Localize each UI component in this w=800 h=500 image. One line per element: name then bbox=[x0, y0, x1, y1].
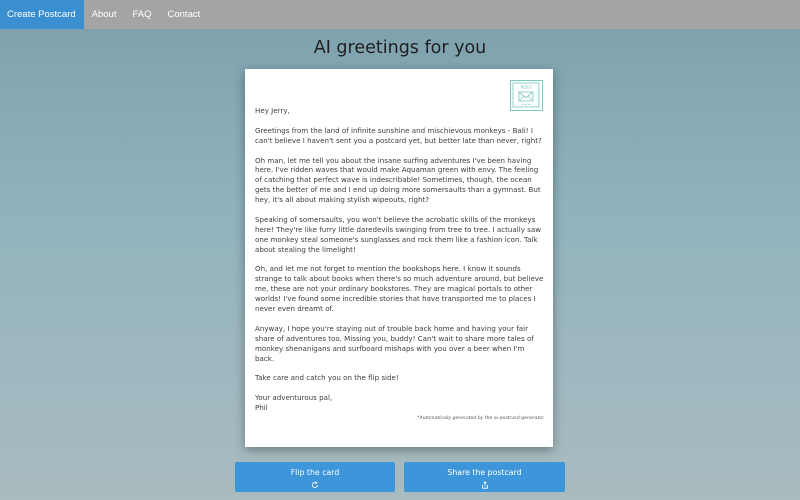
share-postcard-label: Share the postcard bbox=[447, 468, 522, 477]
top-navbar bbox=[0, 0, 800, 29]
share-icon bbox=[481, 481, 489, 489]
letter-paragraph: Anyway, I hope you're staying out of trouble back home and having your fair share of adventures too. Missing you, buddy! Can't wait to share more tales of monkey shenanigans and surfboard mishaps with you over a beer when I'm back. bbox=[255, 323, 534, 363]
postcard bbox=[245, 69, 553, 447]
nav-contact[interactable]: Contact bbox=[167, 9, 201, 20]
refresh-icon bbox=[311, 481, 319, 489]
flip-card-label: Flip the card bbox=[290, 468, 340, 477]
letter-signature: Phil bbox=[255, 403, 268, 413]
flip-card-button[interactable] bbox=[235, 462, 395, 492]
letter-paragraph: Oh, and let me not forget to mention the bookshops here. I know it sounds strange to talk about books when there's so much adventure around, but believe me, these are not your ordinary bookstores. They are magical portals to other worlds! I've found some incredible stories that have transported me to places I never even dreamt of. bbox=[255, 264, 544, 314]
letter-signoff: Your adventurous pal, bbox=[255, 393, 333, 403]
stamp-text: POST bbox=[520, 85, 532, 90]
letter-paragraph: Oh man, let me tell you about the insane surfing adventures I've been having here. I've ridden waves that would make Aquaman green with envy. The feeling of catching that perfect wave is indescribable! Sometimes, though, the ocean gets the better of me and I end up doing more somersaults than a gymnast. But hey, it's all about making stylish wipeouts, right? bbox=[255, 155, 541, 205]
letter-paragraph: Greetings from the land of infinite sunshine and mischievous monkeys - Bali! I can't believe I haven't sent you a postcard yet, but better late than never, right? bbox=[255, 125, 542, 145]
letter-greeting: Hey Jerry, bbox=[255, 106, 290, 115]
share-postcard-button[interactable] bbox=[404, 462, 565, 492]
generator-footnote: *Automatically generated by the ai-postcard-generator bbox=[417, 416, 544, 421]
page-title: AI greetings for you bbox=[313, 38, 487, 58]
letter-paragraph: Speaking of somersaults, you won't believe the acrobatic skills of the monkeys here! They're like furry little daredevils swinging from tree to tree. I actually saw one monkey steal someone's sunglasses and rock them like a fashion icon. Talk about stealing the limelight! bbox=[255, 214, 541, 254]
postcard-letter bbox=[255, 106, 545, 413]
letter-paragraph: Take care and catch you on the flip side! bbox=[255, 373, 399, 383]
nav-create-postcard[interactable]: Create Postcard bbox=[0, 0, 84, 29]
nav-about[interactable]: About bbox=[91, 9, 117, 20]
nav-faq[interactable]: FAQ bbox=[132, 9, 152, 20]
